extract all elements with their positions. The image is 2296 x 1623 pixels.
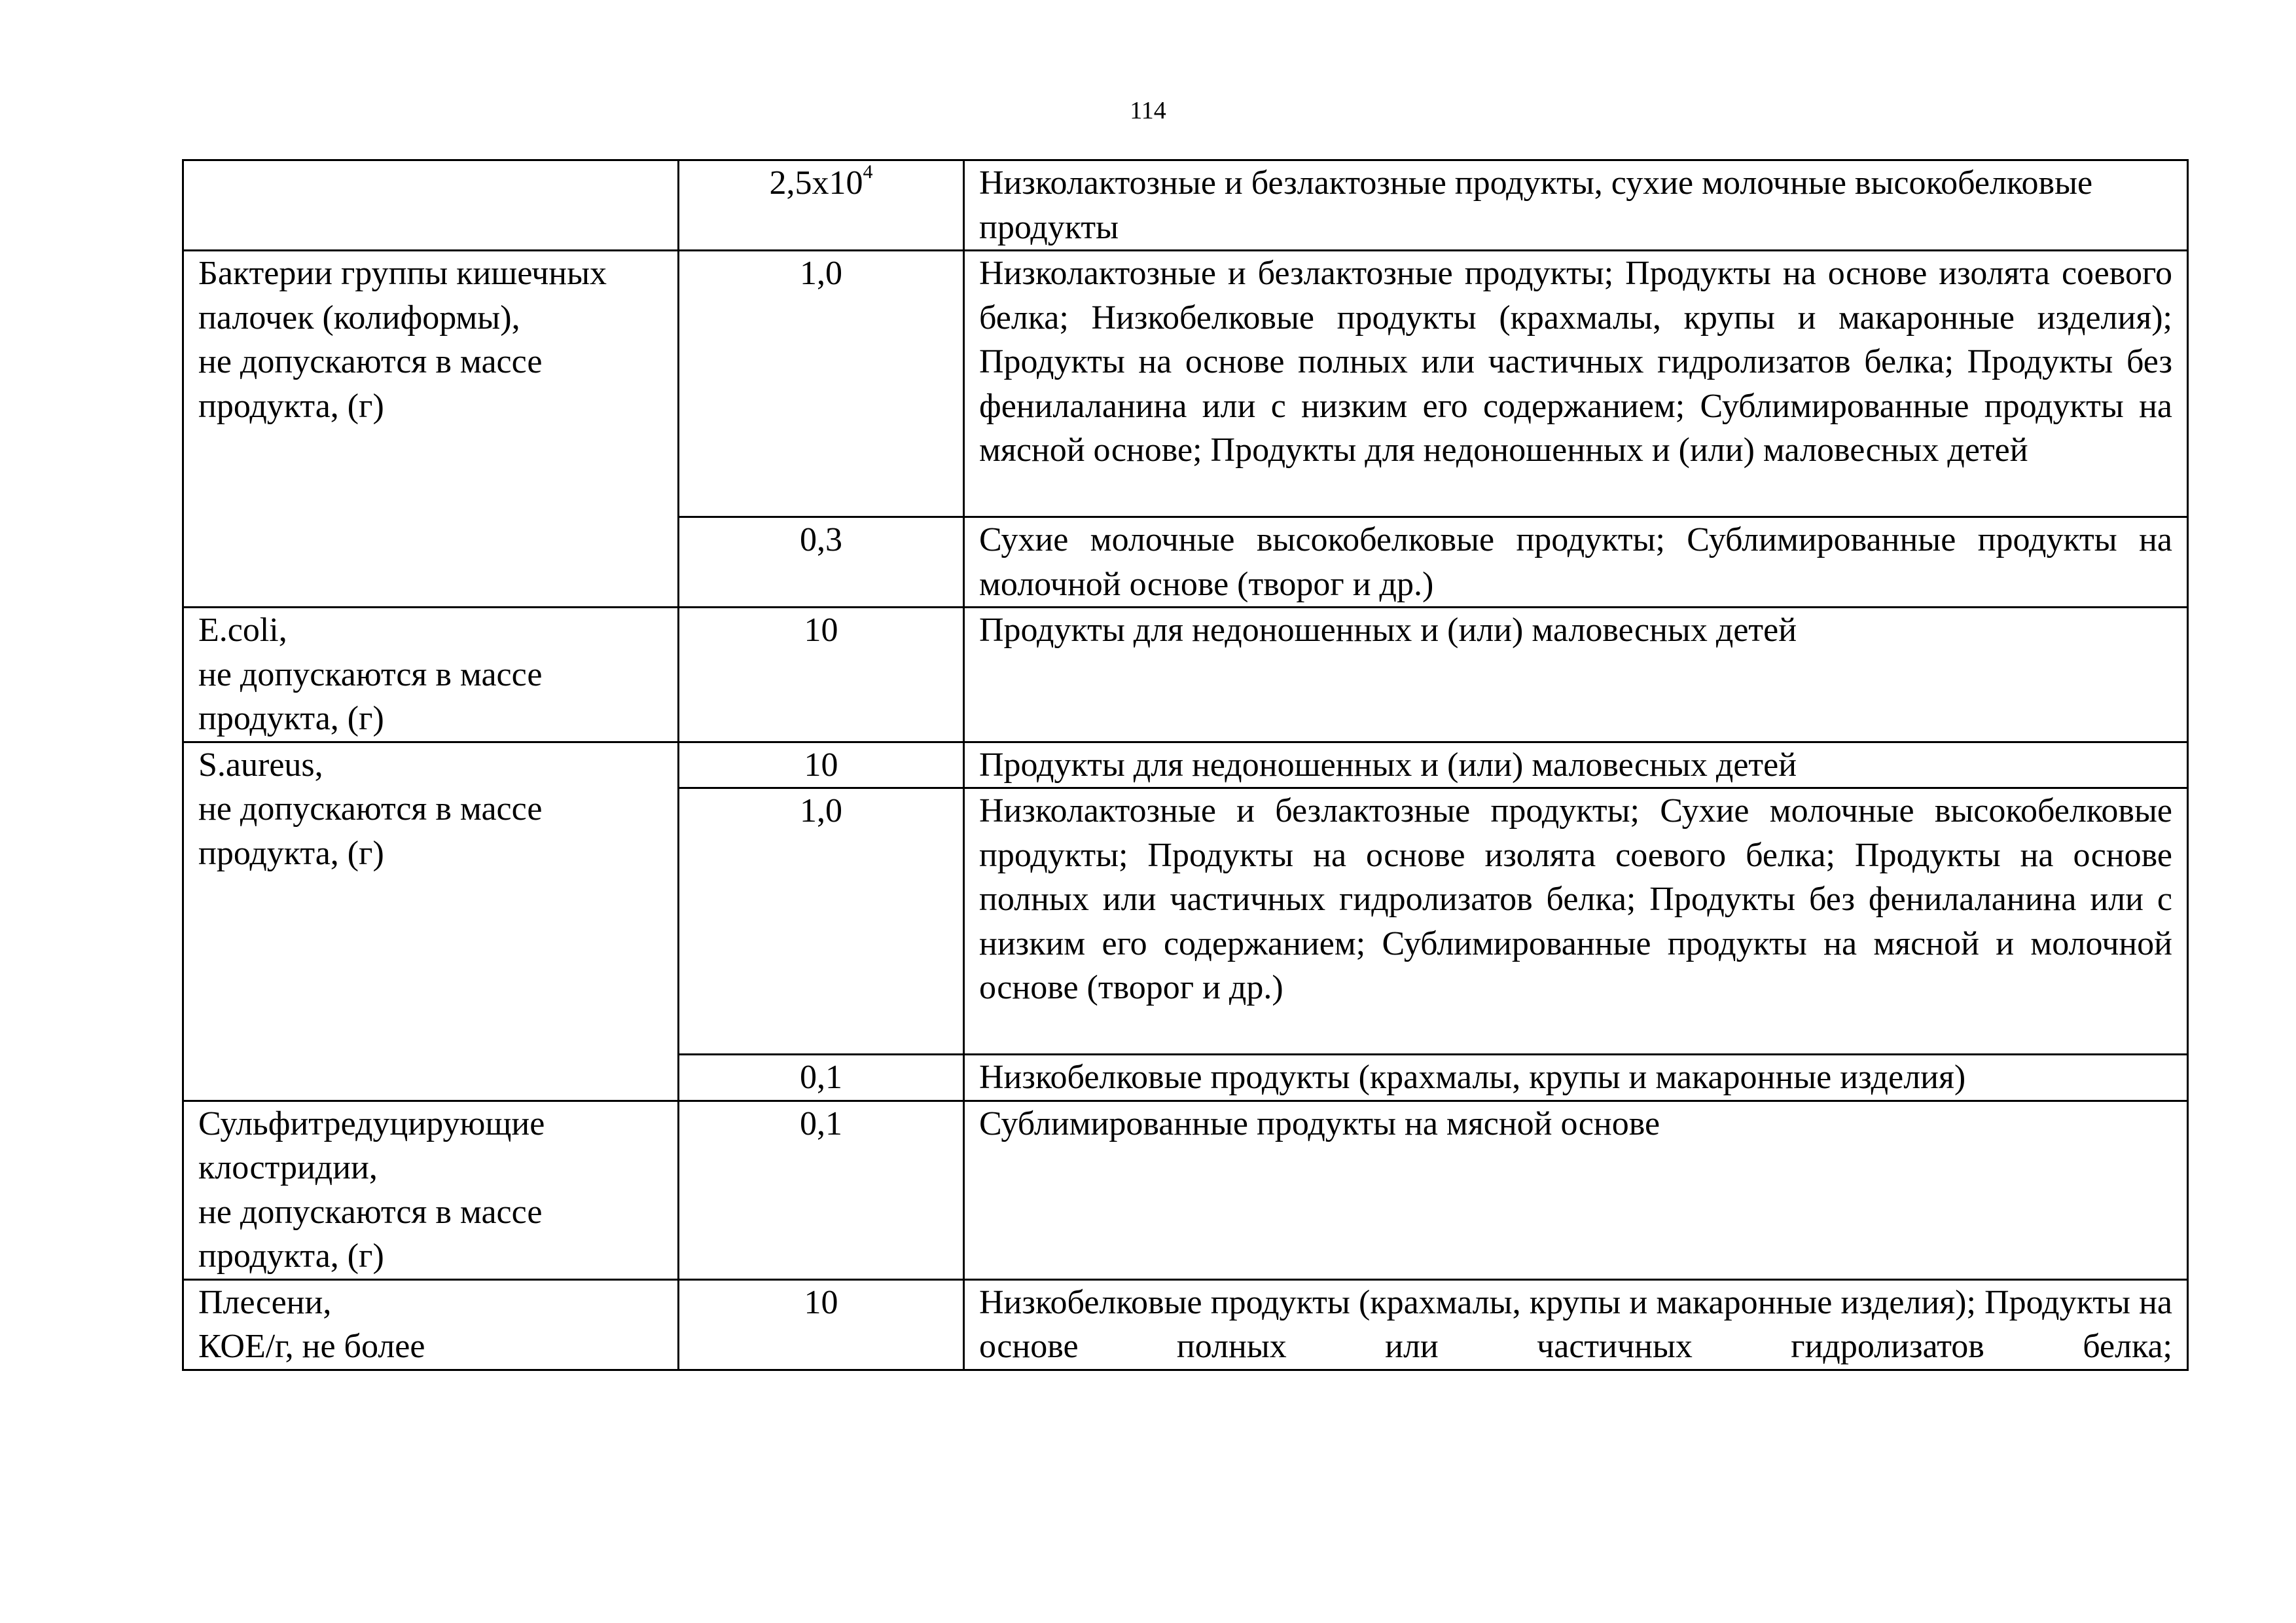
indicator-line: палочек (колиформы), [198,299,520,337]
value-exponent: 4 [863,160,873,183]
indicator-line: не допускаются в массе [198,1193,543,1231]
page-number: 114 [1130,97,1166,124]
description-cell: Низколактозные и безлактозные продукты; Сухие молочные высокобелковые продукты; Продукты на основе изолята соевого белка; Продукты на основе полных или частичных гидролизатов белка; Продукты без фенилаланина или с низким его содержанием; Сублимированные продукты на мясной и молочной основе (творог и др.) [964,788,2188,1055]
value-text: 2,5x10 [769,164,863,202]
table-row [183,1279,2188,1370]
table-row [183,608,2188,742]
description-cell: Низколактозные и безлактозные продукты; Продукты на основе изолята соевого белка; Низкобелковые продукты (крахмалы, крупы и макаронные изделия); Продукты на основе полных или частичных гидролизатов белка; Продукты без фенилаланина или с низким его содержанием; Сублимированные продукты на мясной основе; Продукты для недоношенных и (или) маловесных детей [964,251,2188,517]
indicator-line: клостридии, [198,1149,378,1186]
indicator-cell [183,742,679,1101]
description-cell: Сухие молочные высокобелковые продукты; Сублимированные продукты на молочной основе (творог и др.) [964,517,2188,608]
indicator-line: E.coli, [198,611,287,649]
microbiology-table [182,159,2189,1371]
value-cell: 0,1 [679,1101,964,1279]
indicator-line: Сульфитредуцирующие [198,1104,545,1142]
table-row [183,742,2188,788]
indicator-line: S.aureus, [198,746,323,784]
indicator-cell [183,1101,679,1279]
indicator-line: не допускаются в массе [198,790,543,828]
value-cell: 0,1 [679,1055,964,1101]
indicator-line: продукта, (г) [198,700,384,737]
description-cell: Сублимированные продукты на мясной основе [964,1101,2188,1279]
indicator-line: не допускаются в массе [198,655,543,693]
indicator-line: Бактерии группы кишечных [198,255,607,292]
description-cell: Низколактозные и безлактозные продукты, сухие молочные высокобелковые продукты [964,160,2188,251]
value-cell: 10 [679,1279,964,1370]
indicator-cell [183,608,679,742]
indicator-line: Плесени, [198,1283,332,1321]
value-cell: 1,0 [679,251,964,517]
description-cell: Продукты для недоношенных и (или) маловесных детей [964,608,2188,742]
indicator-cell [183,251,679,608]
table-row [183,251,2188,517]
indicator-line: продукта, (г) [198,834,384,872]
value-cell: 10 [679,608,964,742]
value-cell: 1,0 [679,788,964,1055]
value-cell: 10 [679,742,964,788]
description-cell: Продукты для недоношенных и (или) маловесных детей [964,742,2188,788]
indicator-line: КОЕ/г, не более [198,1328,425,1365]
description-cell: Низкобелковые продукты (крахмалы, крупы и макаронные изделия) [964,1055,2188,1101]
indicator-line: не допускаются в массе [198,343,543,380]
description-cell: Низкобелковые продукты (крахмалы, крупы и макаронные изделия); Продукты на основе полных или частичных гидролизатов белка; [964,1279,2188,1370]
table-row [183,160,2188,251]
indicator-cell [183,1279,679,1370]
table-row [183,1101,2188,1279]
value-cell [679,160,964,251]
value-cell: 0,3 [679,517,964,608]
indicator-line: продукта, (г) [198,1237,384,1275]
indicator-cell [183,160,679,251]
indicator-line: продукта, (г) [198,387,384,425]
